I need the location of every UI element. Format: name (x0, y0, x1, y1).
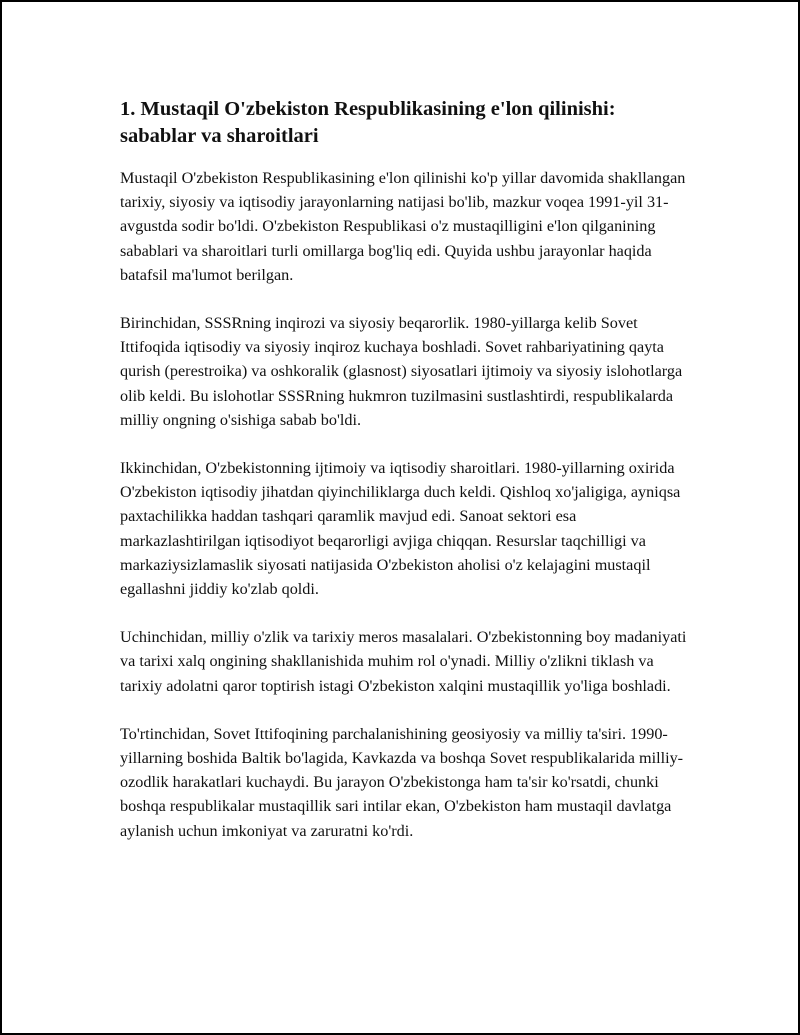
paragraph-fourth-reason: To'rtinchidan, Sovet Ittifoqining parchalanishining geosiyosiy va milliy ta'siri. 1990-yillarning boshida Baltik bo'lagida, Kavkazda va boshqa Sovet respublikalarida milliy-ozodlik harakatlari kuchaydi. Bu jarayon O'zbekistonga ham ta'sir ko'rsatdi, chunki boshqa respublikalar mustaqillik sari intilar ekan, O'zbekiston ham mustaqil davlatga aylanish uchun imkoniyat va zaruratni ko'rdi. (120, 724, 684, 840)
paragraph-first-reason: Birinchidan, SSSRning inqirozi va siyosiy beqarorlik. 1980-yillarga kelib Sovet Ittifoqida iqtisodiy va siyosiy inqiroz kuchaya boshladi. Sovet rahbariyatining qayta qurish (perestroika) va oshkoralik (glasnost) siyosatlari ijtimoiy va siyosiy islohotlarga olib keldi. Bu islohotlar SSSRning hukmron tuzilmasini sustlashtirdi, respublikalarda milliy ongning o'sishiga sabab bo'ldi. (120, 314, 683, 429)
paragraph-second-reason: Ikkinchidan, O'zbekistonning ijtimoiy va iqtisodiy sharoitlari. 1980-yillarning oxirida O'zbekiston iqtisodiy jihatdan qiyinchiliklarga duch keldi. Qishloq xo'jaligiga, ayniqsa paxtachilikka haddan tashqari qaramlik mavjud edi. Sanoat sektori esa markazlashtirilgan iqtisodiyot beqarorligi avjiga chiqqan. Resurslar taqchilligi va markaziysizlamaslik siyosati natijasida O'zbekiston aholisi o'z kelajagini mustaqil egallashni jiddiy ko'zlab qoldi. (120, 459, 681, 599)
document-body (120, 96, 690, 867)
section-heading: 1. Mustaqil O'zbekiston Respublikasining e'lon qilinishi: sabablar va sharoitlari (120, 98, 616, 147)
paragraph-third-reason: Uchinchidan, milliy o'zlik va tarixiy meros masalalari. O'zbekistonning boy madaniyati va tarixi xalq ongining shakllanishida muhim rol o'ynadi. Milliy o'zlikni tiklash va tarixiy adolatni qaror toptirish istagi O'zbekiston xalqini mustaqillik yo'liga boshladi. (120, 628, 687, 695)
paragraph-intro: Mustaqil O'zbekiston Respublikasining e'lon qilinishi ko'p yillar davomida shakllangan tarixiy, siyosiy va iqtisodiy jarayonlarning natijasi bo'lib, mazkur voqea 1991-yil 31-avgustda sodir bo'ldi. O'zbekiston Respublikasi o'z mustaqilligini e'lon qilganining sabablari va sharoitlari turli omillarga bog'liq edi. Quyida ushbu jarayonlar haqida batafsil ma'lumot berilgan. (120, 169, 686, 284)
